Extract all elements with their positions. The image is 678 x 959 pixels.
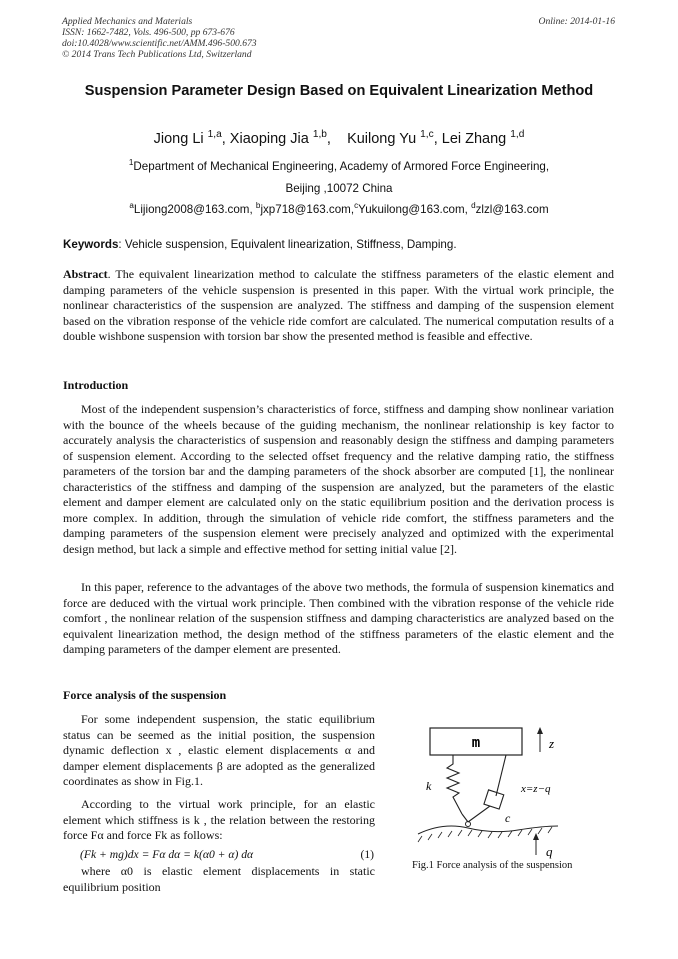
section-heading-force-analysis: Force analysis of the suspension bbox=[63, 688, 227, 702]
mass-label: m bbox=[471, 735, 481, 751]
keywords-label: Keywords bbox=[63, 238, 119, 251]
author-name: Xiaoping Jia bbox=[229, 131, 309, 147]
issn-line: ISSN: 1662-7482, Vols. 496-500, pp 673-676 bbox=[62, 27, 235, 38]
author-sup: 1,c bbox=[420, 129, 434, 141]
author-name: Kuilong Yu bbox=[347, 131, 417, 147]
abstract bbox=[63, 267, 614, 345]
author-sup: 1,b bbox=[312, 129, 327, 141]
affiliation-line bbox=[0, 160, 678, 173]
z-label: z bbox=[549, 736, 555, 751]
copyright-line: © 2014 Trans Tech Publications Ltd, Switzerland bbox=[62, 49, 252, 60]
c-label: c bbox=[505, 811, 511, 825]
z-arrowhead bbox=[537, 727, 543, 734]
equation-number: (1) bbox=[360, 848, 374, 861]
email-sup: d bbox=[471, 201, 476, 211]
author-sup: 1,d bbox=[510, 129, 525, 141]
intro-paragraph-1: Most of the independent suspension’s characteristics of force, stiffness and damping show nonlinear variation with the bounce of the wheels because of the guiding mechanism, the nonlinear relationship is key factor to accurately analysis the characteristics of suspension and reasonably design the stiffness and damping parameters of suspension element. According to the selected offset frequency and the relative damping ratio, the stiffness parameters of the torsion bar and the damping parameters of the shock absorber are computed [1], the nonlinear characteristics of the stiffness and damping of the suspension are analyzed, but the parameters of the elastic element and damper element are calculated only on the static equilibrium position and the derivation process is more complex. In addition, through the simulation of vehicle ride comfort, the stiffness parameters and the damping parameters of the suspension element were precisely analyzed and optimized with the experimental design method, but lack a simple and effective method for setting initial value [2]. bbox=[63, 402, 614, 556]
equation-text: (Fk + mg)dx = Fα dα = k(α0 + α) dα bbox=[80, 848, 254, 861]
affiliation-city: Beijing ,10072 China bbox=[285, 182, 393, 195]
damper-link bbox=[468, 806, 490, 822]
doi-line[interactable]: doi:10.4028/www.scientific.net/AMM.496-500.673 bbox=[62, 38, 257, 49]
author-list: Jiong Li $^{1,a}$, Xiaoping Jia $^{1,b}$, Kuilong Yu $^{1,c}$, Lei Zhang $^{1,d}$ bbox=[153, 129, 525, 147]
author-name: Lei Zhang bbox=[441, 131, 507, 147]
k-label: k bbox=[426, 779, 432, 793]
email-sup: c bbox=[354, 201, 359, 211]
damper-rod bbox=[496, 755, 506, 796]
email-link[interactable]: Lijiong2008@163.com, bbox=[133, 203, 253, 216]
email-link[interactable]: jxp718@163.com, bbox=[260, 203, 355, 216]
spring bbox=[447, 755, 462, 814]
affiliation-text: Department of Mechanical Engineering, Academy of Armored Force Engineering, bbox=[133, 160, 550, 173]
paper-title: Suspension Parameter Design Based on Equivalent Linearization Method bbox=[84, 83, 594, 99]
email-sup: a bbox=[129, 201, 134, 211]
abstract-text: . The equivalent linearization method to calculate the stiffness parameters of the elastic element and damping parameters of the vehicle suspension is presented in this paper. With the virtual work principle, the nonlinear characteristics of the suspension are analyzed. The stiffness and damping of the suspension element based on the vibration response of the vehicle ride comfort are calculated. The numerical computation results of a double wishbone suspension with torsion bar show the presented method is feasible and effective. bbox=[63, 267, 614, 343]
wheel-link bbox=[462, 814, 468, 822]
author-sup: 1,a bbox=[207, 129, 222, 141]
x-label: x=z−q bbox=[521, 783, 551, 795]
equation-1 bbox=[80, 848, 374, 861]
journal-name: Applied Mechanics and Materials bbox=[62, 16, 193, 27]
wheel-contact bbox=[466, 822, 471, 827]
email-line bbox=[0, 203, 678, 216]
online-date: Online: 2014-01-16 bbox=[538, 16, 615, 27]
email-link[interactable]: zlzl@163.com bbox=[475, 203, 549, 216]
keywords-text: : Vehicle suspension, Equivalent linearization, Stiffness, Damping. bbox=[118, 238, 457, 251]
road-profile bbox=[418, 826, 558, 834]
email-sup: b bbox=[255, 201, 261, 211]
email-link[interactable]: Yukuilong@163.com, bbox=[358, 203, 468, 216]
suspension-diagram bbox=[408, 718, 608, 863]
force-paragraph-3: where α0 is elastic element displacements in static equilibrium position bbox=[63, 864, 375, 894]
intro-paragraph-2: In this paper, reference to the advantages of the above two methods, the formula of suspension kinematics and force are deduced with the virtual work principle. Then combined with the vibration response of the vehicle ride comfort , the nonlinear relation of the suspension stiffness and damping characteristics are analyzed based on the equivalent linearization method, the design method of the stiffness parameters of the elastic element and the damping parameters of the damper element are presented. bbox=[63, 580, 614, 656]
section-heading-introduction: Introduction bbox=[63, 378, 129, 392]
keywords bbox=[63, 238, 457, 251]
author-name: Jiong Li bbox=[153, 131, 204, 147]
affiliation-sup: 1 bbox=[128, 158, 134, 168]
force-paragraph-1: For some independent suspension, the static equilibrium status can be seemed as the initial position, the suspension dynamic deflection x , elastic element displacements α and damper element displacements β are adopted as the generalized coordinates as show in Fig.1. bbox=[63, 712, 375, 788]
force-paragraph-2: According to the virtual work principle, for an elastic element which stiffness is k , the relation between the restoring force Fα and force Fk as follows: bbox=[63, 797, 375, 842]
q-label: q bbox=[546, 844, 553, 859]
ground-hatch bbox=[418, 827, 552, 842]
damper-cylinder bbox=[484, 790, 504, 809]
figure-caption: Fig.1 Force analysis of the suspension bbox=[412, 860, 573, 871]
abstract-label: Abstract bbox=[63, 267, 108, 281]
